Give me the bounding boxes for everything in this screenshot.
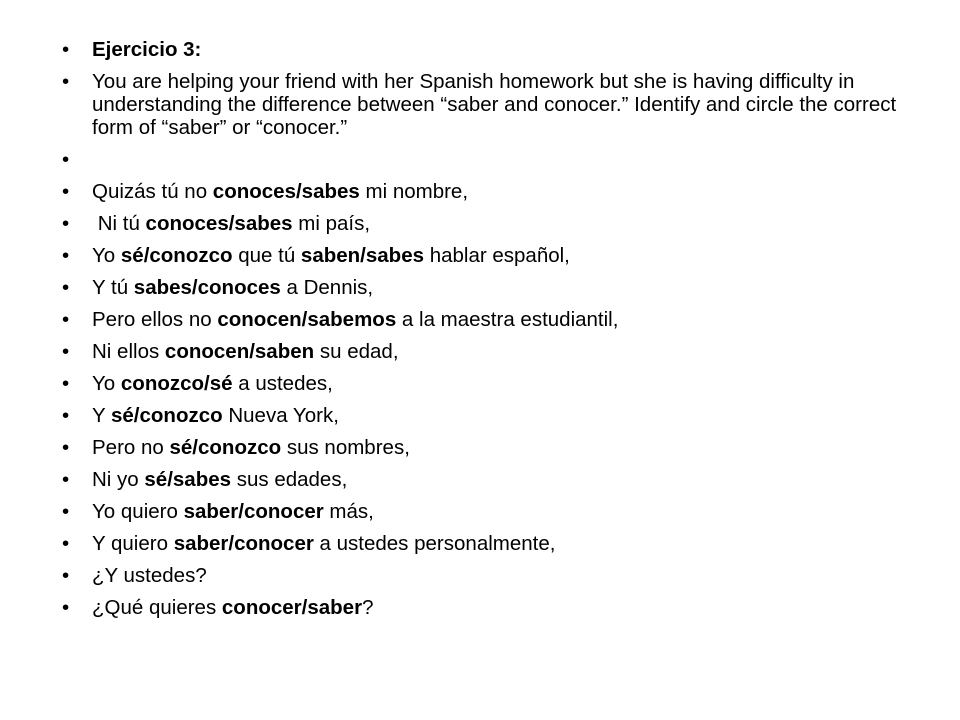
sentence-text: su edad,	[314, 340, 399, 363]
sentence-item	[62, 180, 922, 203]
verb-choice: conocen/sabemos	[217, 308, 397, 331]
sentence-text: sus nombres,	[281, 436, 410, 459]
sentence-item	[62, 340, 922, 363]
bullet-icon: •	[62, 212, 70, 235]
verb-choice: conoces/sabes	[145, 212, 293, 235]
sentence-item	[62, 404, 922, 427]
sentence-text: Yo	[92, 372, 121, 395]
sentence-item	[62, 564, 922, 587]
sentence-item	[62, 532, 922, 555]
bullet-icon: •	[62, 436, 70, 459]
sentence-text: a ustedes personalmente,	[313, 532, 556, 555]
sentence-text: ?	[362, 596, 374, 619]
sentence-item	[62, 500, 922, 523]
bullet-icon: •	[62, 244, 70, 267]
bullet-icon: •	[62, 340, 70, 363]
bullet-icon: •	[62, 372, 70, 395]
sentence-item	[62, 244, 922, 267]
sentence-text: que tú	[232, 244, 301, 267]
verb-choice: sé/conozco	[169, 436, 282, 459]
sentence-text: Ni yo	[92, 468, 145, 491]
instructions-text: You are helping your friend with her Spanish homework but she is having difficulty in understanding the difference between “saber and conocer.” Identify and circle the correct form of “saber” or “conocer.”	[92, 70, 897, 139]
bullet-icon: •	[62, 276, 70, 299]
sentence-text: mi nombre,	[359, 180, 469, 203]
sentence-text: Ni tú	[92, 212, 146, 235]
sentence-text: Y	[92, 404, 111, 427]
bullet-list	[62, 38, 922, 628]
sentence-text: sus edades,	[231, 468, 348, 491]
sentence-item	[62, 276, 922, 299]
verb-choice: sé/conozco	[120, 244, 233, 267]
sentence-text: Yo	[92, 244, 121, 267]
bullet-icon: •	[62, 148, 70, 171]
sentence-item	[62, 308, 922, 331]
verb-choice: conocen/saben	[164, 340, 315, 363]
sentence-item	[62, 372, 922, 395]
bullet-icon: •	[62, 180, 70, 203]
bullet-icon: •	[62, 596, 70, 619]
title-item	[62, 38, 922, 61]
sentence-item	[62, 468, 922, 491]
sentence-text: Pero ellos no	[92, 308, 218, 331]
instructions-item	[62, 70, 922, 139]
verb-choice: conoces/sabes	[212, 180, 360, 203]
bullet-icon: •	[62, 38, 70, 61]
bullet-icon: •	[62, 70, 70, 93]
bullet-icon: •	[62, 308, 70, 331]
sentence-text: Y quiero	[92, 532, 174, 555]
verb-choice: saber/conocer	[183, 500, 324, 523]
verb-choice: saben/sabes	[300, 244, 424, 267]
bullet-icon: •	[62, 468, 70, 491]
sentence-text: más,	[323, 500, 374, 523]
exercise-title: Ejercicio 3:	[92, 38, 202, 61]
sentence-item	[62, 212, 922, 235]
sentence-text: mi país,	[292, 212, 371, 235]
sentence-text: ¿Qué quieres	[92, 596, 222, 619]
bullet-icon: •	[62, 564, 70, 587]
bullet-icon: •	[62, 500, 70, 523]
sentence-text: Pero no	[92, 436, 170, 459]
verb-choice: saber/conocer	[173, 532, 314, 555]
verb-choice: sé/sabes	[144, 468, 232, 491]
sentence-text: a Dennis,	[280, 276, 374, 299]
sentence-text: hablar español,	[424, 244, 570, 267]
sentence-item	[62, 596, 922, 619]
bullet-icon: •	[62, 404, 70, 427]
verb-choice: conozco/sé	[120, 372, 233, 395]
empty-item	[62, 148, 922, 171]
sentence-text: ¿Y ustedes?	[92, 564, 207, 587]
sentence-text: a la maestra estudiantil,	[396, 308, 619, 331]
verb-choice: conocer/saber	[221, 596, 363, 619]
sentence-text: Ni ellos	[92, 340, 165, 363]
sentence-text: Quizás tú no	[92, 180, 213, 203]
sentence-text: Yo quiero	[92, 500, 184, 523]
bullet-icon: •	[62, 532, 70, 555]
sentence-text: a ustedes,	[232, 372, 333, 395]
sentence-text: Nueva York,	[222, 404, 339, 427]
sentence-item	[62, 436, 922, 459]
sentence-text: Y tú	[92, 276, 134, 299]
verb-choice: sé/conozco	[111, 404, 223, 427]
verb-choice: sabes/conoces	[133, 276, 281, 299]
